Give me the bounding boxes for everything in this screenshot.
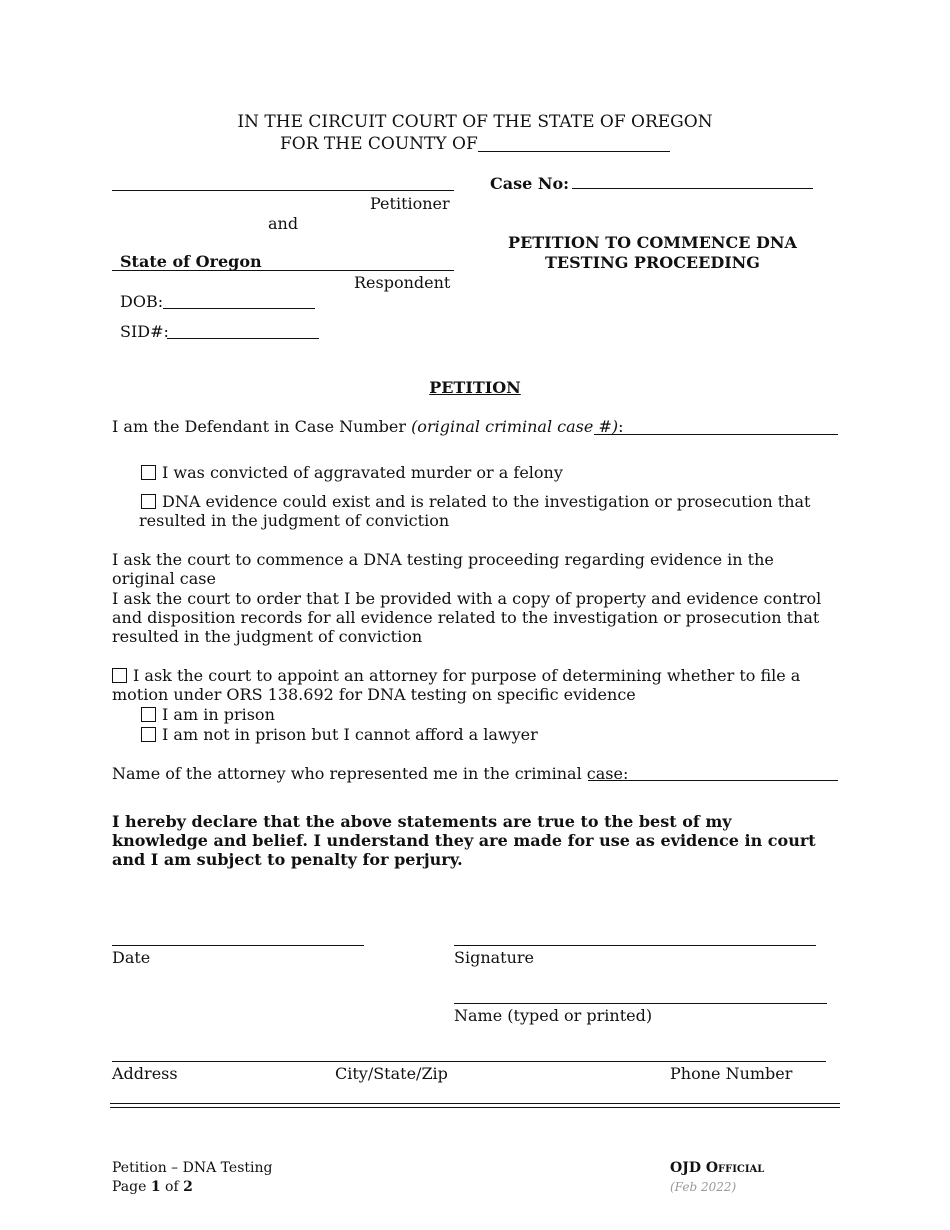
- page-number: [112, 1179, 193, 1195]
- checkbox-convicted-label: I was convicted of aggravated murder or a felony: [162, 463, 563, 482]
- request-records: I ask the court to order that I be provided with a copy of property and evidence control and disposition records for all evidence related to the investigation or prosecution that resulted in the judgment of conviction: [112, 589, 822, 646]
- city-state-zip-label: City/State/Zip: [335, 1064, 448, 1083]
- petitioner-name-field[interactable]: [112, 190, 454, 191]
- page-current: 1: [150, 1179, 161, 1195]
- date-label: Date: [112, 948, 151, 967]
- defendant-italic: (original criminal case #): [411, 417, 619, 436]
- petitioner-label: Petitioner: [370, 194, 450, 213]
- original-case-number-field[interactable]: [594, 434, 838, 435]
- respondent-name: State of Oregon: [120, 252, 262, 271]
- document-title-line1: PETITION TO COMMENCE DNA: [508, 233, 797, 252]
- dob-field[interactable]: [163, 308, 315, 309]
- defendant-suffix: :: [618, 417, 624, 436]
- and-label: and: [268, 214, 299, 233]
- sid-label: SID#:: [120, 322, 169, 341]
- defendant-prefix: I am the Defendant in Case Number: [112, 417, 412, 436]
- sid-field[interactable]: [167, 338, 319, 339]
- petition-heading: PETITION: [429, 378, 521, 397]
- checkbox-convicted-row: [141, 463, 563, 482]
- dob-label: DOB:: [120, 292, 164, 311]
- county-label: FOR THE COUNTY OF: [280, 134, 478, 154]
- request-commence: I ask the court to commence a DNA testing proceeding regarding evidence in the original case: [112, 550, 774, 588]
- printed-name-field[interactable]: [454, 1003, 827, 1004]
- footer-divider: [110, 1103, 840, 1108]
- checkbox-convicted[interactable]: [141, 465, 156, 480]
- court-name-line: IN THE CIRCUIT COURT OF THE STATE OF OREGON: [237, 112, 713, 132]
- case-no-field[interactable]: [572, 188, 813, 189]
- checkbox-dna-evidence[interactable]: [141, 494, 156, 509]
- county-field[interactable]: [478, 151, 670, 152]
- checkbox-prison-row: [141, 705, 275, 724]
- checkbox-dna-label: DNA evidence could exist and is related to the investigation or prosecution that resulted in the judgment of conviction: [139, 492, 811, 530]
- attorney-name-field[interactable]: [588, 780, 838, 781]
- date-field[interactable]: [112, 945, 364, 946]
- revision-date: (Feb 2022): [670, 1180, 737, 1194]
- page-prefix: Page: [112, 1179, 151, 1195]
- ojd-official-label: OJD Official: [670, 1160, 765, 1176]
- checkbox-attorney-label: I ask the court to appoint an attorney for purpose of determining whether to file a motion under ORS 138.692 for DNA testing on specific evidence: [112, 666, 801, 704]
- declaration-text: I hereby declare that the above statements are true to the best of my knowledge and belief. I understand they are made for use as evidence in court and I am subject to penalty for perjury.: [112, 812, 816, 869]
- page-of: of: [160, 1179, 184, 1195]
- defendant-statement: [112, 417, 623, 436]
- printed-name-label: Name (typed or printed): [454, 1006, 653, 1025]
- page-total: 2: [183, 1179, 193, 1195]
- address-field[interactable]: [112, 1061, 826, 1062]
- attorney-name-label: Name of the attorney who represented me in the criminal case:: [112, 764, 629, 783]
- signature-field[interactable]: [454, 945, 816, 946]
- checkbox-appoint-attorney[interactable]: [112, 668, 127, 683]
- checkbox-not-prison-row: [141, 725, 538, 744]
- footer-form-name: Petition – DNA Testing: [112, 1160, 273, 1176]
- case-no-label: Case No:: [490, 174, 570, 193]
- checkbox-in-prison[interactable]: [141, 707, 156, 722]
- respondent-label: Respondent: [354, 273, 451, 292]
- checkbox-not-in-prison[interactable]: [141, 727, 156, 742]
- signature-label: Signature: [454, 948, 535, 967]
- checkbox-not-prison-label: I am not in prison but I cannot afford a lawyer: [162, 725, 538, 744]
- checkbox-prison-label: I am in prison: [162, 705, 275, 724]
- document-title-line2: TESTING PROCEEDING: [545, 253, 760, 272]
- checkbox-dna-row: [139, 492, 839, 530]
- address-label: Address: [112, 1064, 178, 1083]
- phone-number-label: Phone Number: [670, 1064, 793, 1083]
- checkbox-attorney-row: [112, 666, 820, 704]
- respondent-line: [112, 270, 454, 271]
